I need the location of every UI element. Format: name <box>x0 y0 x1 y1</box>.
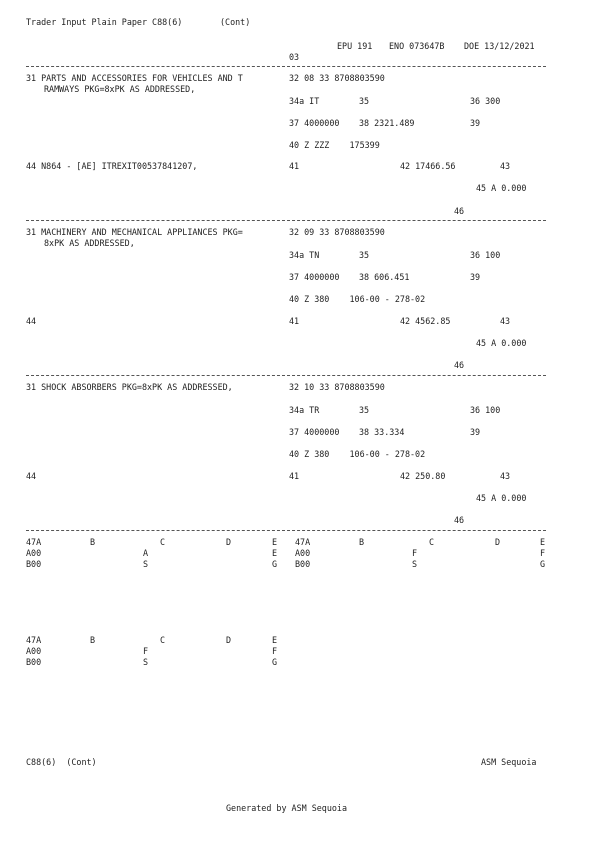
tax-value-e: F <box>272 646 278 656</box>
item-description: 31 MACHINERY AND MECHANICAL APPLIANCES PKG= <box>26 227 243 237</box>
box-34a: 34a TR <box>289 405 320 415</box>
box-36: 36 100 <box>470 250 501 260</box>
box-38: 38 33.334 <box>359 427 405 437</box>
box-34a: 34a TN <box>289 250 320 260</box>
box-36: 36 300 <box>470 96 501 106</box>
box-35: 35 <box>359 405 370 415</box>
item-description: 31 SHOCK ABSORBERS PKG=8xPK AS ADDRESSED, <box>26 382 233 392</box>
box-44: 44 N864 - [AE] ITREXIT00537841207, <box>26 161 198 171</box>
tax-head-d: D <box>226 537 232 547</box>
box-39: 39 <box>470 118 481 128</box>
eno-value: ENO 073647B <box>389 41 445 51</box>
box-41: 41 <box>289 316 300 326</box>
box-32: 32 09 33 8708803590 <box>289 227 385 237</box>
box-43: 43 <box>500 316 511 326</box>
box-35: 35 <box>359 96 370 106</box>
divider <box>26 530 546 531</box>
tax-head-47a: 47A <box>26 635 42 645</box>
box-42: 42 4562.85 <box>400 316 451 326</box>
box-45: 45 A 0.000 <box>476 338 527 348</box>
tax-value-e: G <box>540 559 546 569</box>
box-46: 46 <box>454 360 465 370</box>
tax-head-b: B <box>90 635 96 645</box>
item-description: 31 PARTS AND ACCESSORIES FOR VEHICLES AND T <box>26 73 243 83</box>
tax-head-e: E <box>272 537 278 547</box>
item-description-cont: 8xPK AS ADDRESSED, <box>44 238 135 248</box>
box-41: 41 <box>289 161 300 171</box>
box-41: 41 <box>289 471 300 481</box>
tax-head-d: D <box>495 537 501 547</box>
tax-head-47a: 47A <box>26 537 42 547</box>
generated-by-note: Generated by ASM Sequoia <box>226 803 348 813</box>
item-description-cont: RAMWAYS PKG=8xPK AS ADDRESSED, <box>44 84 196 94</box>
header-sub: 03 <box>289 52 300 62</box>
box-35: 35 <box>359 250 370 260</box>
footer-brand: ASM Sequoia <box>481 757 537 767</box>
tax-value-e: G <box>272 657 278 667</box>
box-40: 40 Z 380 106-00 - 278-02 <box>289 294 426 304</box>
tax-head-d: D <box>226 635 232 645</box>
box-39: 39 <box>470 427 481 437</box>
tax-head-e: E <box>540 537 546 547</box>
box-37: 37 4000000 <box>289 118 340 128</box>
divider <box>26 220 546 221</box>
box-38: 38 606.451 <box>359 272 410 282</box>
divider <box>26 375 546 376</box>
box-42: 42 250.80 <box>400 471 446 481</box>
cont-label: (Cont) <box>220 17 251 27</box>
box-45: 45 A 0.000 <box>476 493 527 503</box>
box-46: 46 <box>454 515 465 525</box>
tax-head-b: B <box>90 537 96 547</box>
box-42: 42 17466.56 <box>400 161 456 171</box>
form-title: Trader Input Plain Paper C88(6) <box>26 17 183 27</box>
tax-code: B00 <box>295 559 311 569</box>
tax-value-c: S <box>143 657 149 667</box>
tax-value-c: F <box>412 548 418 558</box>
tax-value-c: S <box>412 559 418 569</box>
box-40: 40 Z ZZZ 175399 <box>289 140 380 150</box>
tax-code: A00 <box>295 548 311 558</box>
tax-code: B00 <box>26 657 42 667</box>
tax-value-e: E <box>272 548 278 558</box>
tax-value-c: S <box>143 559 149 569</box>
box-44: 44 <box>26 471 37 481</box>
tax-head-e: E <box>272 635 278 645</box>
box-37: 37 4000000 <box>289 427 340 437</box>
box-39: 39 <box>470 272 481 282</box>
box-34a: 34a IT <box>289 96 320 106</box>
box-46: 46 <box>454 206 465 216</box>
tax-code: B00 <box>26 559 42 569</box>
epu-value: EPU 191 <box>337 41 373 51</box>
box-37: 37 4000000 <box>289 272 340 282</box>
tax-value-c: A <box>143 548 149 558</box>
tax-code: A00 <box>26 646 42 656</box>
tax-head-b: B <box>359 537 365 547</box>
box-36: 36 100 <box>470 405 501 415</box>
tax-code: A00 <box>26 548 42 558</box>
tax-value-c: F <box>143 646 149 656</box>
box-32: 32 08 33 8708803590 <box>289 73 385 83</box>
doe-value: DOE 13/12/2021 <box>464 41 535 51</box>
divider <box>26 66 546 67</box>
box-38: 38 2321.489 <box>359 118 415 128</box>
tax-head-47a: 47A <box>295 537 311 547</box>
box-32: 32 10 33 8708803590 <box>289 382 385 392</box>
box-45: 45 A 0.000 <box>476 183 527 193</box>
box-43: 43 <box>500 471 511 481</box>
box-43: 43 <box>500 161 511 171</box>
tax-value-e: F <box>540 548 546 558</box>
box-40: 40 Z 380 106-00 - 278-02 <box>289 449 426 459</box>
footer-form-label: C88(6) (Cont) <box>26 757 97 767</box>
tax-head-c: C <box>160 635 166 645</box>
tax-head-c: C <box>429 537 435 547</box>
box-44: 44 <box>26 316 37 326</box>
tax-head-c: C <box>160 537 166 547</box>
tax-value-e: G <box>272 559 278 569</box>
